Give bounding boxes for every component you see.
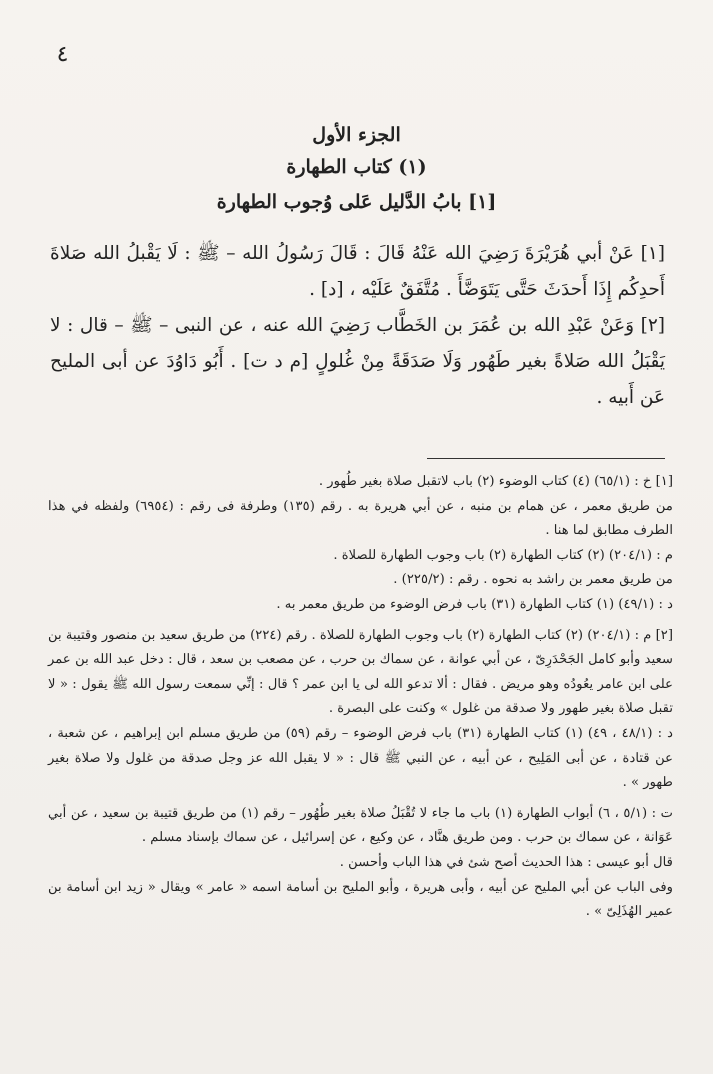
footnote-3 (48, 802, 673, 925)
hadith-1: [١] عَنْ أبي هُرَيْرَةَ رَضِيَ الله عَنْهُ قَالَ : قَالَ رَسُولُ الله – ﷺ : لَا يَقْبلُ الله صَلاةَ أَحدِكُم إِذَا أَحدَثَ حَتَّى يَتَوَضَّأَ . مُتَّفَقٌ عَلَيْه ، [د] . (50, 243, 665, 300)
footnote-line: م : (٢٠٤/١) (٢) كتاب الطهارة (٢) باب وجوب الطهارة للصلاة . (333, 547, 673, 563)
footnote-line: [٢] م : (٢٠٤/١) (٢) كتاب الطهارة (٢) باب وجوب الطهارة للصلاة . رقم (٢٢٤) من طريق سعيد بن منصور وقتيبة بن سعيد وأبو كامل الجَحْدَرِىّ ، عن أبي عوانة ، عن سماك بن حرب ، عن مصعب بن سعد ، قال : دخل عبد الله بن عمر على ابن عامر يعُودُه وهو مريض . فقال : ألا تدعو الله لى يا ابن عمر ؟ قال : إنِّي سمعت رسول الله ﷺ يقول : « لا تقبل صلاة بغير طهور ولا صدقة من غلول » وكنت على البصرة . (48, 627, 674, 717)
hadith-text (50, 236, 665, 416)
footnote-2 (48, 624, 673, 796)
footnote-line: [١] خ : (٦٥/١) (٤) كتاب الوضوء (٢) باب لاتقبل صلاة بغير طُهور . (318, 474, 673, 489)
headings (0, 120, 713, 220)
part-heading: الجزء الأول (312, 124, 401, 146)
hadith-2: [٢] وَعَنْ عَبْدِ الله بن عُمَرَ بن الخَطَّاب رَضِيَ الله عنه ، عن النبى – ﷺ – قال : لا يَقْبَلُ الله صَلاةً بغير طَهُور وَلَا صَدَقَةً مِنْ غُلولٍ [م د ت] . أَبُو دَاوُدَ عن أبى المليح عَن أَبيه . (50, 315, 665, 408)
footnote-divider (427, 458, 665, 459)
footnote-line: قال أبو عيسى : هذا الحديث أصح شئ في هذا الباب وأحسن . (339, 854, 673, 870)
footnote-line: د : (٤٨/١ ، ٤٩) (١) كتاب الطهارة (٣١) باب فرض الوضوء – رقم (٥٩) من طريق مسلم ابن إبراهيم ، عن شعبة ، عن قتادة ، عن أبى المَلِيح ، عن أبيه ، عن النبي ﷺ قال : « لا يقبل الله عز وجل صدقة من غلول ولا صلاة بغير طهور » . (48, 725, 673, 791)
footnote-line: وفى الباب عن أبي المليح عن أبيه ، وأبى هريرة ، وأبو المليح بن أسامة اسمه « عامر » ويقال « زيد ابن أسامة بن عمير الهُذَلِىّ » . (48, 879, 673, 920)
footnote-line: من طريق معمر ، عن همام بن منبه ، عن أبي هريرة به . رقم (١٣٥) وطرفة فى رقم : (٦٩٥٤) ولفظه في هذا الطرف مطابق لما هنا . (48, 498, 673, 539)
footnote-line: د : (٤٩/١) (١) كتاب الطهارة (٣١) باب فرض الوضوء من طريق معمر به . (276, 596, 673, 612)
footnotes (48, 470, 673, 931)
chapter-heading: [١] بابُ الدَّليل عَلى وُجوب الطهارة (216, 191, 497, 213)
footnote-line: ت : (٥/١ ، ٦) أبواب الطهارة (١) باب ما جاء لا تُقْبَلُ صلاة بغير طُهُور – رقم (١) من طريق قتيبة بن سعيد ، عن أبي عَوَانة ، عن سماك بن حرب . ومن طريق هنَّاد ، عن وكيع ، عن إسرائيل ، عن سماك بإسناد مسلم . (48, 805, 674, 846)
book-heading: (١) كتاب الطهارة (286, 156, 427, 178)
page-number: ٤ (56, 42, 69, 67)
footnote-1 (48, 470, 673, 618)
footnote-line: من طريق معمر بن راشد به نحوه . رقم : (٢٢٥/٢) . (393, 572, 673, 588)
